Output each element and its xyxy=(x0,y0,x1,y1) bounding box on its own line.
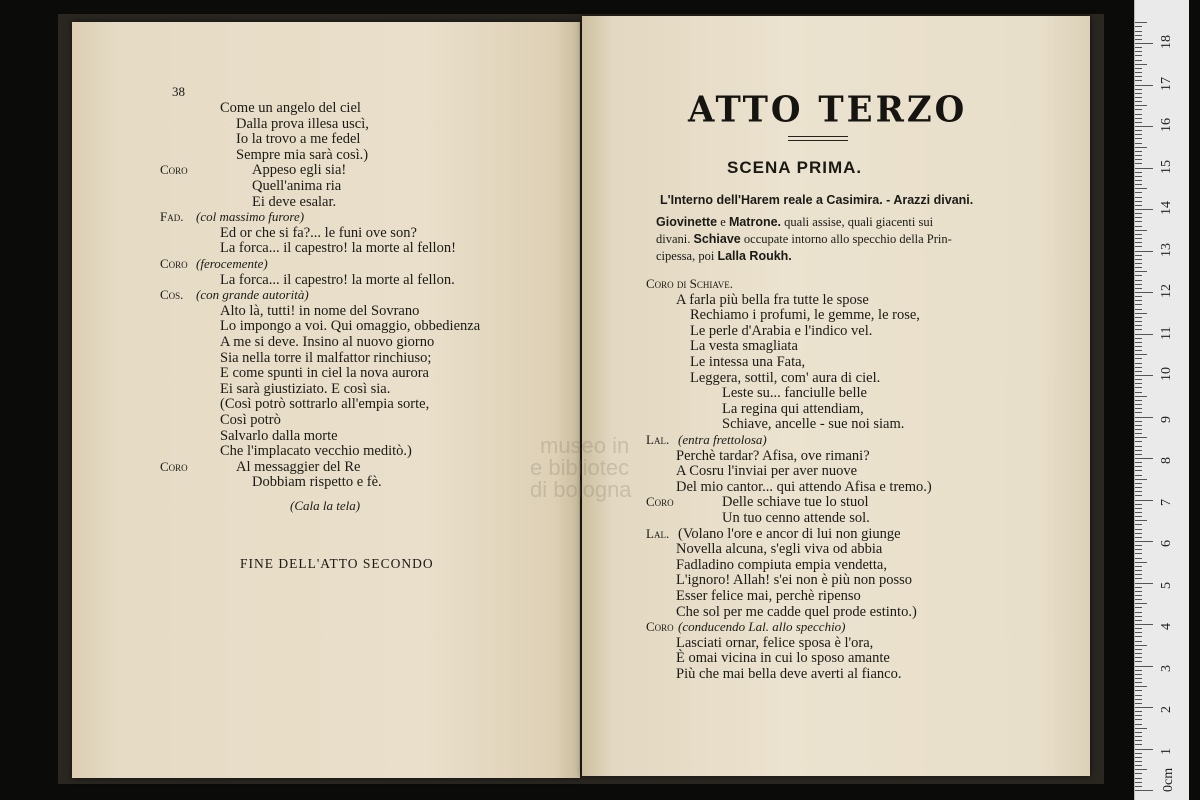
ruler-tick xyxy=(1135,292,1153,293)
ruler-tick xyxy=(1135,22,1147,23)
ruler-tick xyxy=(1135,288,1142,289)
ruler-tick xyxy=(1135,275,1142,276)
scene-heading: SCENA PRIMA. xyxy=(727,158,863,177)
speaker-label: Fad. xyxy=(160,209,184,225)
verse-line: La regina qui attendiam, xyxy=(722,400,864,417)
ruler-tick xyxy=(1135,570,1142,571)
ruler-tick xyxy=(1135,130,1142,131)
ruler-tick xyxy=(1135,43,1153,44)
ruler-tick xyxy=(1135,628,1142,629)
description-text: cipessa, poi xyxy=(656,249,718,263)
ruler-tick xyxy=(1135,251,1153,252)
verse-line: Come un angelo del ciel xyxy=(220,100,361,116)
verse-line: Quell'anima ria xyxy=(252,178,342,194)
ruler-tick xyxy=(1135,234,1142,235)
ruler-tick xyxy=(1135,163,1142,164)
ruler-tick xyxy=(1135,624,1153,625)
ruler-tick xyxy=(1135,114,1142,115)
ruler-tick xyxy=(1135,118,1142,119)
verse-line: Ei deve esalar. xyxy=(252,193,337,210)
ruler-tick xyxy=(1135,653,1142,654)
ruler-tick xyxy=(1135,620,1142,621)
verse-line: Appeso egli sia! xyxy=(252,162,347,179)
ruler-tick xyxy=(1135,363,1142,364)
ruler-tick xyxy=(1135,242,1142,243)
speaker-label: Coro xyxy=(160,458,188,474)
ruler-unit-label: 0cm xyxy=(1161,767,1176,792)
ruler-tick xyxy=(1135,504,1142,505)
ruler-tick xyxy=(1135,321,1142,322)
ruler-number: 9 xyxy=(1159,415,1174,423)
ruler-tick xyxy=(1135,516,1142,517)
ruler-tick xyxy=(1135,151,1142,152)
stage-direction: (ferocemente) xyxy=(196,256,268,271)
ruler-tick xyxy=(1135,466,1142,467)
ruler-tick xyxy=(1135,475,1142,476)
ruler-tick xyxy=(1135,404,1142,405)
library-watermark xyxy=(530,435,632,501)
verse-line: Delle schiave tue lo stuol xyxy=(722,494,869,511)
ruler-tick xyxy=(1135,68,1142,69)
end-of-act-label: FINE DELL'ATTO SECONDO xyxy=(240,556,434,571)
ruler-tick xyxy=(1135,375,1153,376)
ruler-tick xyxy=(1135,595,1142,596)
ruler-tick xyxy=(1135,93,1142,94)
ruler-tick xyxy=(1135,122,1142,123)
ruler-tick xyxy=(1135,678,1142,679)
ruler-tick xyxy=(1135,300,1142,301)
ruler-tick xyxy=(1135,711,1142,712)
ruler-tick xyxy=(1135,259,1142,260)
ruler-tick xyxy=(1135,383,1142,384)
ruler-tick xyxy=(1135,201,1142,202)
title-divider xyxy=(788,136,848,141)
ruler-number: 15 xyxy=(1159,159,1174,174)
ruler-number: 14 xyxy=(1159,201,1174,215)
speaker-label: Cos. xyxy=(160,287,184,303)
verse-line: Lasciati ornar, felice sposa è l'ora, xyxy=(676,634,874,651)
ruler-tick xyxy=(1135,632,1142,633)
ruler-tick xyxy=(1135,715,1142,716)
ruler-tick xyxy=(1135,76,1142,77)
verse-line: Leggera, sottil, com' aura di ciel. xyxy=(690,369,881,386)
verse-line: Rechiamo i profumi, le gemme, le rose, xyxy=(690,307,920,324)
ruler-tick xyxy=(1135,304,1142,305)
ruler-tick xyxy=(1135,641,1142,642)
verse-line: Che sol per me cadde quel prode estinto.) xyxy=(676,603,917,620)
verse-line: Più che mai bella deve averti al fianco. xyxy=(676,666,902,682)
speaker-label: Coro xyxy=(160,162,188,178)
ruler-tick xyxy=(1135,587,1142,588)
ruler-tick xyxy=(1135,470,1142,471)
ruler-number: 13 xyxy=(1159,242,1174,257)
ruler-tick xyxy=(1135,612,1142,613)
verse-line: Io la trovo a me fedel xyxy=(236,131,361,148)
verse-line: Le perle d'Arabia e l'indico vel. xyxy=(690,322,873,339)
verse-line: Che l'implacato vecchio meditò.) xyxy=(220,443,412,460)
ruler-tick xyxy=(1135,147,1147,148)
ruler-tick xyxy=(1135,72,1142,73)
ruler-tick xyxy=(1135,284,1142,285)
ruler-tick xyxy=(1135,753,1142,754)
ruler-tick xyxy=(1135,271,1147,272)
verse-line: Dalla prova illesa uscì, xyxy=(236,115,369,132)
ruler-tick xyxy=(1135,209,1153,210)
ruler-tick xyxy=(1135,778,1142,779)
verse-line: La forca... il capestro! la morte al fellon. xyxy=(220,271,455,288)
ruler-tick xyxy=(1135,26,1142,27)
ruler-tick xyxy=(1135,724,1142,725)
ruler-number: 10 xyxy=(1159,367,1174,381)
ruler-tick xyxy=(1135,80,1142,81)
ruler-tick xyxy=(1135,765,1142,766)
ruler-tick xyxy=(1135,155,1142,156)
ruler-tick xyxy=(1135,545,1142,546)
verse-line: Del mio cantor... qui attendo Afisa e tremo.) xyxy=(676,478,932,495)
ruler-tick xyxy=(1135,230,1147,231)
ruler-number: 16 xyxy=(1159,118,1174,132)
ruler-tick xyxy=(1135,134,1142,135)
watermark-line: e bibliotec xyxy=(530,455,630,480)
speaker-label: Coro di Schiave. xyxy=(646,276,733,291)
ruler-tick xyxy=(1135,661,1142,662)
ruler-tick xyxy=(1135,143,1142,144)
ruler-tick xyxy=(1135,645,1147,646)
measurement-ruler xyxy=(1134,0,1189,800)
ruler-tick xyxy=(1135,458,1153,459)
verse-line: Un tuo cenno attende sol. xyxy=(722,510,870,526)
verse-line: Fadladino compiuta empia vendetta, xyxy=(676,556,887,573)
ruler-tick xyxy=(1135,433,1142,434)
description-text: quali assise, quali giacenti sui xyxy=(781,215,934,229)
ruler-number: 18 xyxy=(1159,35,1174,49)
ruler-tick xyxy=(1135,649,1142,650)
description-text: divani. xyxy=(656,232,694,246)
ruler-tick xyxy=(1135,487,1142,488)
ruler-number: 12 xyxy=(1159,284,1174,298)
stage-direction: (conducendo Lal. allo specchio) xyxy=(678,619,846,635)
character-name: Giovinette xyxy=(656,215,718,229)
ruler-tick xyxy=(1135,686,1147,687)
ruler-tick xyxy=(1135,238,1142,239)
ruler-tick xyxy=(1135,603,1147,604)
ruler-tick xyxy=(1135,558,1142,559)
ruler-tick xyxy=(1135,462,1142,463)
ruler-tick xyxy=(1135,512,1142,513)
ruler-tick xyxy=(1135,313,1147,314)
speaker-label: Lal. xyxy=(646,525,670,541)
ruler-number: 17 xyxy=(1159,76,1174,91)
ruler-number: 1 xyxy=(1159,747,1174,755)
ruler-tick xyxy=(1135,396,1147,397)
ruler-tick xyxy=(1135,367,1142,368)
ruler-tick xyxy=(1135,732,1142,733)
ruler-tick xyxy=(1135,51,1142,52)
ruler-number: 6 xyxy=(1159,540,1174,547)
verse-line: Leste su... fanciulle belle xyxy=(722,385,867,402)
ruler-tick xyxy=(1135,417,1153,418)
ruler-tick xyxy=(1135,126,1153,127)
ruler-tick xyxy=(1135,599,1142,600)
ruler-tick xyxy=(1135,325,1142,326)
ruler-tick xyxy=(1135,491,1142,492)
act-title: ATTO TERZO xyxy=(688,89,968,131)
ruler-tick xyxy=(1135,400,1142,401)
ruler-tick xyxy=(1135,379,1142,380)
ruler-tick xyxy=(1135,192,1142,193)
ruler-tick xyxy=(1135,790,1153,791)
watermark-line: museo in xyxy=(540,433,630,458)
ruler-tick xyxy=(1135,549,1142,550)
ruler-tick xyxy=(1135,47,1142,48)
ruler-tick xyxy=(1135,280,1142,281)
ruler-tick xyxy=(1135,387,1142,388)
ruler-tick xyxy=(1135,429,1142,430)
ruler-tick xyxy=(1135,524,1142,525)
ruler-tick xyxy=(1135,749,1153,750)
verse-line: La forca... il capestro! la morte al fellon! xyxy=(220,240,456,257)
ruler-tick xyxy=(1135,553,1142,554)
ruler-tick xyxy=(1135,636,1142,637)
ruler-tick xyxy=(1135,707,1153,708)
ruler-tick xyxy=(1135,744,1142,745)
ruler-tick xyxy=(1135,786,1142,787)
ruler-tick xyxy=(1135,412,1142,413)
ruler-tick xyxy=(1135,105,1147,106)
verse-line: Sia nella torre il malfattor rinchiuso; xyxy=(220,349,432,366)
ruler-tick xyxy=(1135,782,1142,783)
ruler-tick xyxy=(1135,226,1142,227)
ruler-tick xyxy=(1135,176,1142,177)
ruler-tick xyxy=(1135,205,1142,206)
ruler-tick xyxy=(1135,39,1142,40)
ruler-tick xyxy=(1135,670,1142,671)
ruler-tick xyxy=(1135,392,1142,393)
ruler-tick xyxy=(1135,309,1142,310)
ruler-tick xyxy=(1135,184,1142,185)
verse-line: Alto là, tutti! in nome del Sovrano xyxy=(220,302,420,319)
ruler-tick xyxy=(1135,358,1142,359)
speaker-label: Coro xyxy=(646,619,674,635)
ruler-number: 2 xyxy=(1159,706,1174,713)
ruler-tick xyxy=(1135,85,1153,86)
ruler-tick xyxy=(1135,695,1142,696)
ruler-tick xyxy=(1135,607,1142,608)
ruler-tick xyxy=(1135,441,1142,442)
ruler-tick xyxy=(1135,674,1142,675)
ruler-tick xyxy=(1135,454,1142,455)
stage-direction: (col massimo furore) xyxy=(196,209,305,225)
ruler-tick xyxy=(1135,529,1142,530)
verse-line: Sempre mia sarà così.) xyxy=(236,146,369,163)
ruler-tick xyxy=(1135,616,1142,617)
stage-direction: (entra frettolosa) xyxy=(678,432,767,447)
ruler-tick xyxy=(1135,690,1142,691)
ruler-tick xyxy=(1135,657,1142,658)
verse-line: Le intessa una Fata, xyxy=(690,354,806,370)
ruler-tick xyxy=(1135,64,1147,65)
ruler-tick xyxy=(1135,761,1142,762)
ruler-tick xyxy=(1135,168,1153,169)
ruler-tick xyxy=(1135,508,1142,509)
ruler-tick xyxy=(1135,371,1142,372)
description-line xyxy=(656,248,792,264)
ruler-number: 8 xyxy=(1159,457,1174,464)
verse-line: Ei sarà giustiziato. E così sia. xyxy=(220,380,391,397)
verse-line: Schiave, ancelle - sue noi siam. xyxy=(722,416,905,433)
ruler-tick xyxy=(1135,267,1142,268)
ruler-tick xyxy=(1135,159,1142,160)
ruler-tick xyxy=(1135,719,1142,720)
ruler-tick xyxy=(1135,479,1147,480)
ruler-tick xyxy=(1135,740,1142,741)
verse-line: Ed or che si fa?... le funi ove son? xyxy=(220,224,417,241)
character-name: Matrone. xyxy=(728,215,782,229)
scene-setting: L'Interno dell'Harem reale a Casimira. - Arazzi divani. xyxy=(660,193,974,207)
ruler-tick xyxy=(1135,736,1142,737)
ruler-tick xyxy=(1135,483,1142,484)
character-name: Schiave xyxy=(693,232,741,246)
ruler-tick xyxy=(1135,109,1142,110)
ruler-tick xyxy=(1135,500,1153,501)
verse-line: A me si deve. Insino al nuovo giorno xyxy=(220,334,435,350)
ruler-tick xyxy=(1135,699,1142,700)
ruler-tick xyxy=(1135,682,1142,683)
verse-line: Esser felice mai, perchè ripenso xyxy=(676,588,861,604)
stage-direction: (Cala la tela) xyxy=(290,498,361,513)
ruler-tick xyxy=(1135,350,1142,351)
ruler-tick xyxy=(1135,55,1142,56)
ruler-tick xyxy=(1135,773,1142,774)
ruler-tick xyxy=(1135,213,1142,214)
ruler-tick xyxy=(1135,446,1142,447)
ruler-tick xyxy=(1135,537,1142,538)
ruler-tick xyxy=(1135,541,1153,542)
speaker-label: Coro xyxy=(646,494,674,510)
ruler-tick xyxy=(1135,263,1142,264)
verse-line: (Volano l'ore e ancor di lui non giunge xyxy=(678,525,901,542)
ruler-tick xyxy=(1135,437,1147,438)
ruler-tick xyxy=(1135,495,1142,496)
ruler-tick xyxy=(1135,566,1142,567)
description-line xyxy=(656,231,952,247)
ruler-tick xyxy=(1135,89,1142,90)
verse-line: Perchè tardar? Afisa, ove rimani? xyxy=(676,447,870,464)
ruler-tick xyxy=(1135,578,1142,579)
verse-line: Salvarlo dalla morte xyxy=(220,427,338,444)
ruler-tick xyxy=(1135,329,1142,330)
ruler-tick xyxy=(1135,188,1147,189)
verse-line: Lo impongo a voi. Qui omaggio, obbedienza xyxy=(220,318,481,335)
verse-line: Al messaggier del Re xyxy=(236,458,361,475)
description-line xyxy=(656,214,933,230)
ruler-tick xyxy=(1135,346,1142,347)
speaker-label: Lal. xyxy=(646,432,670,447)
ruler-tick xyxy=(1135,255,1142,256)
ruler-tick xyxy=(1135,296,1142,297)
description-text: occupate intorno allo specchio della Prin- xyxy=(740,232,952,246)
ruler-tick xyxy=(1135,583,1153,584)
ruler-tick xyxy=(1135,342,1142,343)
ruler-number: 11 xyxy=(1159,326,1174,340)
ruler-tick xyxy=(1135,60,1142,61)
ruler-tick xyxy=(1135,769,1147,770)
watermark-line: di bologna xyxy=(530,477,632,502)
ruler-tick xyxy=(1135,450,1142,451)
ruler-tick xyxy=(1135,197,1142,198)
ruler-tick xyxy=(1135,334,1153,335)
ruler-number: 3 xyxy=(1159,664,1174,672)
ruler-tick xyxy=(1135,172,1142,173)
ruler-tick xyxy=(1135,533,1142,534)
verse-line: L'ignoro! Allah! s'ei non è più non posso xyxy=(676,572,912,589)
verse-line: La vesta smagliata xyxy=(690,338,798,355)
verse-line: Novella alcuna, s'egli viva od abbia xyxy=(676,541,883,558)
ruler-tick xyxy=(1135,180,1142,181)
verse-line: È omai vicina in cui lo sposo amante xyxy=(676,650,890,667)
ruler-tick xyxy=(1135,574,1142,575)
ruler-tick xyxy=(1135,35,1142,36)
ruler-tick xyxy=(1135,562,1147,563)
ruler-tick xyxy=(1135,246,1142,247)
ruler-tick xyxy=(1135,221,1142,222)
ruler-tick xyxy=(1135,425,1142,426)
ruler-tick xyxy=(1135,97,1142,98)
ruler-tick xyxy=(1135,317,1142,318)
verse-line: (Così potrò sottrarlo all'empia sorte, xyxy=(220,396,430,413)
ruler-tick xyxy=(1135,666,1153,667)
ruler-tick xyxy=(1135,591,1142,592)
ruler-tick xyxy=(1135,101,1142,102)
verse-line: Così potrò xyxy=(220,412,281,428)
ruler-number: 5 xyxy=(1159,581,1174,589)
character-name: Lalla Roukh. xyxy=(717,249,792,263)
verse-line: E come spunti in ciel la nova aurora xyxy=(220,365,429,382)
ruler-tick xyxy=(1135,520,1147,521)
ruler-number: 4 xyxy=(1159,623,1174,630)
ruler-tick xyxy=(1135,728,1147,729)
description-text: e xyxy=(717,215,729,229)
page-number: 38 xyxy=(172,84,185,99)
verse-line: A Cosru l'inviai per aver nuove xyxy=(676,463,858,480)
verse-line: Dobbiam rispetto e fè. xyxy=(252,474,382,491)
stage-direction: (con grande autorità) xyxy=(196,287,309,303)
ruler-tick xyxy=(1135,421,1142,422)
ruler-tick xyxy=(1135,408,1142,409)
verse-line: A farla più bella fra tutte le spose xyxy=(676,291,869,308)
ruler-tick xyxy=(1135,138,1142,139)
ruler-tick xyxy=(1135,338,1142,339)
ruler-number: 7 xyxy=(1159,498,1174,506)
speaker-label: Coro xyxy=(160,256,188,271)
ruler-tick xyxy=(1135,217,1142,218)
ruler-tick xyxy=(1135,703,1142,704)
ruler-tick xyxy=(1135,757,1142,758)
ruler-tick xyxy=(1135,354,1147,355)
ruler-tick xyxy=(1135,31,1142,32)
